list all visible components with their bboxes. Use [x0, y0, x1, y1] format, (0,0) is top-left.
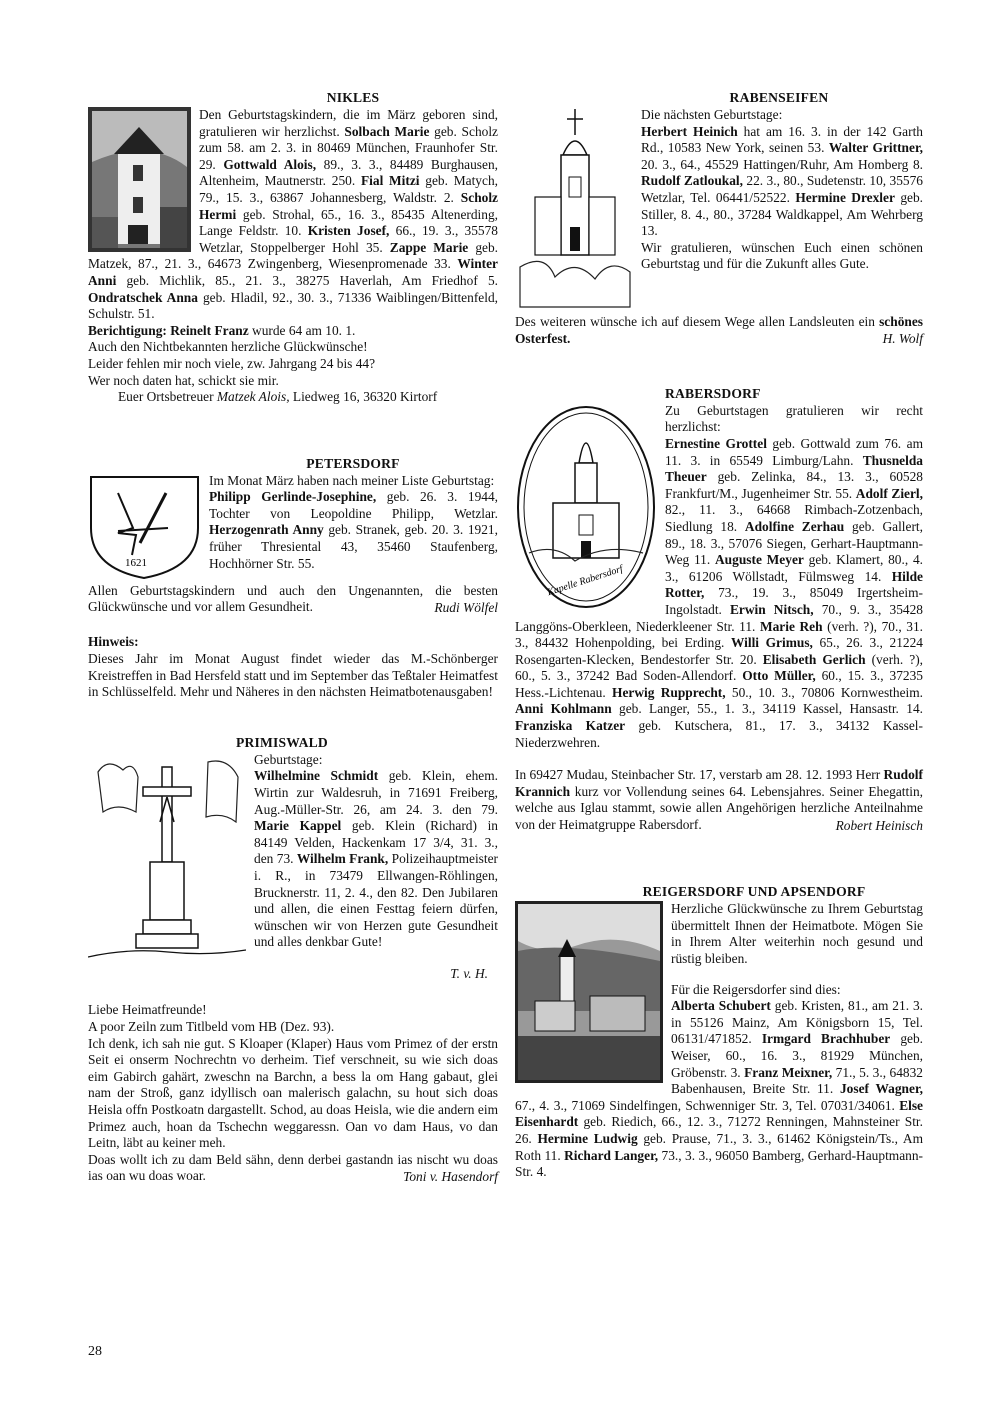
list-intro: Für die Reigersdorfer sind dies: [671, 981, 841, 997]
birthday-details: 20. 3., 64., 45529 Hattingen/Ruhr, Am Homberg 8. [641, 156, 923, 172]
page-number: 28 [88, 1344, 102, 1359]
correction-line: Berichtigung: Reinelt Franz wurde 64 am 10. 1. [88, 322, 356, 338]
birthday-name: Kristen Josef, [307, 223, 390, 239]
signature-line: Euer Ortsbetreuer Matzek Alois, Liedweg 16, 36320 Kirtorf [118, 389, 438, 405]
birthday-name: Irmgard Brachhuber [761, 1031, 891, 1047]
birthday-name: Hilde Rotter, [665, 568, 923, 601]
birthday-name: Herwig Rupprecht, [612, 684, 726, 700]
birthday-details: 73., 3. 3., 96050 Bamberg, Gerhard-Hauptmann-Str. 4. [515, 1147, 923, 1180]
birthday-details: geb. Kutschera, 81., 17. 3., 34132 Kassel-Niederzwehren. [515, 718, 923, 750]
birthday-details: geb. Klein (Richard) in 84149 Velden, Hackenkam 17 3/4, 31. 3., den 73. [254, 818, 498, 867]
birthday-details: geb. Gottwald zum 76. am 11. 3. in 65549 Limburg/Lahn. [665, 435, 923, 468]
note-line: Auch den Nichtbekannten herzliche Glückwünsche! [88, 339, 368, 355]
birthday-name: Wilhelmine Schmidt [254, 768, 379, 784]
birthday-name: Else Eisenhardt [515, 1097, 923, 1130]
birthday-name: Philipp Gerlinde-Josephine, [209, 489, 377, 505]
birthday-details: 82., 11. 3., 64668 Rimbach-Zotzenbach, Siedlung 18. [665, 502, 923, 534]
birthday-details: geb. Stranek, geb. 20. 3. 1921, früher Thresiental 43, 35460 Staufenberg, Hochhörner Str. 55. [209, 522, 498, 571]
letter-closing: Doas wollt ich zu dam Beld sähn, denn derbei gastandn ias nischt wu doas ias oan wu doas woar. [88, 1151, 498, 1184]
birthday-name: Adolf Zierl, [855, 485, 923, 501]
letter-body [88, 1002, 498, 1185]
birthday-details: 89., 3. 3., 84489 Burghausen, Altenheim, Mautnerstr. 250. [199, 156, 498, 189]
hint-text: Dieses Jahr im Monat August findet wieder das M.-Schönberger Kreistreffen in Bad Hersfeld statt und im September das Teßtaler Heimatfest in Schlüsselfeld. Mehr und Näheres in den nächsten Heimatbotenausgaben! [88, 651, 498, 700]
birthday-name: Solbach Marie [344, 123, 430, 139]
intro-text: Die nächsten Geburtstage: [641, 107, 783, 122]
section-rabenseifen [515, 90, 923, 348]
letter-line: A poor Zeiln zum Titlbeld vom HB (Dez. 93). [88, 1019, 335, 1035]
birthday-name: Willi Grimus, [731, 635, 813, 651]
section-title: NIKLES [326, 90, 380, 105]
birthday-name: Zappe Marie [389, 239, 469, 255]
birthday-name: Alberta Schubert [671, 998, 771, 1014]
section-petersdorf [88, 456, 498, 701]
section-title: PETERSDORF [306, 455, 400, 471]
signature: Robert Heinisch [835, 817, 923, 833]
church-photo [88, 107, 191, 252]
birthday-name: Josef Wagner, [839, 1081, 924, 1097]
section-title: PRIMISWALD [236, 734, 328, 750]
birthday-details: geb. Stiller, 8. 4., 80., 37284 Waldkappel, Am Wehrberg 13. [641, 189, 923, 239]
birthday-details: geb. Weiser, 60., 16. 3., 81929 München, Gröbenstr. 3. [671, 1031, 923, 1080]
section-title: RABENSEIFEN [729, 90, 829, 105]
birthday-details: geb. Klamert, 80., 4. 3., 61206 Wöllstadt, Fülmsweg 14. [665, 552, 923, 584]
birthday-details: 73., 19. 3., 85049 Irgertsheim-Ingolstadt. [665, 585, 923, 617]
section-primiswald [88, 735, 498, 983]
birthday-details: Polizeihauptmeister i. R., in 73479 Ellwangen-Röhlingen, Brucknerstr. 11, 2. 4., den 82. Den Jubilaren und allen, die einen Festtag feiern dürfen, wünschen wir von Herzen gute Gesundheit und alles denkbar Gute! [254, 851, 498, 950]
section-title: RABERSDORF [665, 385, 761, 401]
birthday-details: hat am 16. 3. in der 142 Garth Rd., 10583 New York, seinen 53. [641, 123, 923, 156]
birthday-name: Franziska Katzer [515, 718, 626, 734]
wishes-text: Allen Geburtstagskindern und auch den Ungenannten, die besten Glückwünsche und vor allem Gesundheit. [88, 582, 498, 615]
birthday-details: geb. Zelinka, 84., 13. 3., 60528 Frankfurt/M., Jugenheimer Str. 55. [665, 469, 923, 501]
note-line: Wer noch daten hat, schickt sie mir. [88, 372, 279, 388]
left-column [88, 90, 498, 1186]
intro-text: Den Geburtstagskindern, die im März geboren sind, gratulieren wir herzlichst. [199, 107, 498, 139]
birthday-details: geb. Prause, 71., 3. 3., 61462 Königstein/Ts., Am Roth 11. [515, 1130, 923, 1163]
signature: H. Wolf [882, 331, 923, 347]
section-body [88, 752, 498, 983]
birthday-details: geb. Strohal, 65., 16. 3., 85435 Altenerding, Lange Feldstr. 10. [199, 206, 498, 239]
birthday-details: geb. 26. 3. 1944, Tochter von Leopoldine Philipp, Wetzlar. [209, 489, 499, 521]
birthday-details: 50., 10. 3., 70806 Kornwestheim. [725, 684, 924, 700]
birthday-details: (verh. ?), 70., 31. 3., 84432 Hohenpolding, bei Erding. [515, 618, 923, 651]
birthday-name: Winter Anni [88, 256, 498, 288]
coat-of-arms-shield [88, 473, 201, 581]
intro-text: Geburtstage: [254, 751, 323, 767]
signature: Toni v. Hasendorf [403, 1168, 498, 1184]
birthday-name: Richard Langer, [564, 1147, 659, 1163]
section-body [88, 107, 498, 406]
birthday-details: geb. Michlik, 85., 21. 3., 38275 Haverlah, Am Friedhof 5. [116, 272, 498, 288]
birthday-name: Elisabeth Gerlich [762, 651, 866, 667]
birthday-details: 22. 3., 80., Sudetenstr. 10, 35576 Wetzlar, Tel. 06441/52522. [641, 173, 924, 205]
letter-text: Ich denk, ich sah nie gut. S Kloaper (Klaper) Haus vom Primez of der erstn Seit ei onserm Nochrechtn vo derheim. Tief verschneit, su wie sich doas eim Gabirch gahärt, zweschn na Barchn, a bess la om Hang gabaut, glei nam der Stroß, ganz idyllisch oan malerisch galachn, su hout sich doas Heisla offn Postkoatn dargastellt. Schod, au doas Heisla, wie die andern eim Primez auch, hoan da Tschechn weggaressn. Oan vo dam Haus, vo dan Leitn, läbt au keiner meh. [88, 1035, 498, 1151]
chapel-seal-drawing [515, 403, 657, 611]
section-body [515, 107, 923, 348]
signature: T. v. H. [450, 965, 488, 981]
birthday-name: Hermine Drexler [795, 189, 895, 205]
birthday-name: Herbert Heinich [641, 123, 738, 139]
right-column [515, 90, 923, 1181]
birthday-details: geb. Kristen, 81., am 21. 3. in 55126 Mainz, Am Königsborn 15, Tel. 06131/471852. [671, 998, 923, 1047]
svg-text:Kapelle Rabersdorf: Kapelle Rabersdorf [546, 563, 625, 599]
easter-wishes: Des weiteren wünsche ich auf diesem Wege allen Landsleuten ein schönes Osterfest. [515, 314, 923, 346]
birthday-name: Anni Kohlmann [515, 701, 612, 717]
birthday-details: 66., 19. 3., 35578 Wetzlar, Stoppelberger Hohl 35. [199, 223, 498, 255]
birthday-name: Fial Mitzi [360, 173, 420, 189]
birthday-name: Marie Kappel [254, 818, 342, 834]
birthday-name: Ondratschek Anna [88, 289, 198, 305]
section-body [88, 473, 498, 701]
wishes-text: Wir gratulieren, wünschen Euch einen schönen Geburtstag und für die Zukunft alles Gute. [641, 239, 923, 272]
birthday-name: Rudolf Zatloukal, [641, 173, 744, 189]
birthday-details: geb. Scholz zum 58. am 2. 3. in 80469 München, Fraunhofer Str. 29. [199, 123, 498, 172]
section-body [515, 901, 923, 1181]
section-letter [88, 1002, 498, 1185]
birthday-name: Thusnelda Theuer [665, 452, 923, 485]
birthday-details: geb. Matzek, 87., 21. 3., 64673 Zwingenberg, Wiesenpromenade 33. [88, 239, 498, 272]
birthday-details: geb. Gallert, 89., 18. 3., 57076 Siegen, Gerhart-Hauptmann-Weg 11. [665, 518, 923, 568]
section-body [515, 403, 923, 834]
svg-text:1621: 1621 [125, 556, 147, 569]
letter-greeting: Liebe Heimatfreunde! [88, 1002, 207, 1018]
section-title: REIGERSDORF UND APSENDORF [642, 884, 866, 900]
birthday-details: geb. Riedich, 66., 12. 3., 71272 Renningen, Mahnsteiner Str. 26. [515, 1114, 923, 1146]
birthday-details: geb. Langer, 55., 1. 3., 34119 Kassel, Hansastr. 14. [611, 701, 923, 717]
birthday-name: Otto Müller, [742, 668, 816, 684]
wayside-cross-drawing [88, 752, 246, 964]
birthday-name: Ernestine Grottel [665, 435, 767, 451]
birthday-details: 67., 4. 3., 71069 Sindelfingen, Schwenniger Str. 3, Tel. 07031/34061. [515, 1097, 900, 1113]
birthday-details: 60., 15. 3., 37235 Hess.-Lichtenau. [515, 668, 923, 700]
birthday-details: (verh. ?), 60., 5. 3., 37242 Bad Soden-Allendorf. [515, 651, 924, 684]
birthday-details: 65., 26. 3., 21224 Rosengarten-Klecken, Bendestorfer Str. 20. [515, 635, 923, 667]
obituary-text: In 69427 Mudau, Steinbacher Str. 17, verstarb am 28. 12. 1993 Herr Rudolf Krannich kurz vor Vollendung seines 64. Lebensjahres. Seiner Ehegattin, welche aus Iglau stammt, sowie allen Angehörigen herzliche Anteilnahme von der Heimatgruppe Rabersdorf. [515, 767, 923, 833]
section-rabersdorf [515, 386, 923, 834]
birthday-name: Walter Grittner, [828, 140, 923, 156]
birthday-name: Scholz Hermi [199, 189, 498, 222]
hint-title: Hinweis: [88, 634, 139, 650]
section-reigersdorf [515, 884, 923, 1181]
birthday-details: 71., 5. 3., 64832 Babenhausen, Breite Str. 11. [671, 1064, 923, 1097]
birthday-name: Auguste Meyer [715, 552, 804, 568]
intro-text: Im Monat März haben nach meiner Liste Geburtstag: [209, 472, 495, 488]
church-drawing [515, 107, 633, 312]
intro-text: Zu Geburtstagen gratulieren wir recht herzlichst: [665, 402, 923, 435]
birthday-name: Wilhelm Frank, [296, 851, 389, 867]
signature: Rudi Wölfel [434, 599, 498, 615]
birthday-name: Erwin Nitsch, [730, 601, 814, 617]
village-photo [515, 901, 663, 1083]
intro-text: Herzliche Glückwünsche zu Ihrem Geburtstag übermittelt Ihnen der Heimatbote. Mögen Sie in Ihrem Alter weiterhin noch gesund und rüstig bleiben. [671, 901, 923, 966]
birthday-name: Hermine Ludwig [537, 1130, 638, 1146]
birthday-details: geb. Klein, ehem. Wirtin zur Waldesruh, in 71691 Freiberg, Aug.-Müller-Str. 26, am 24. 3. den 79. [254, 768, 498, 817]
birthday-details: 70., 9. 3., 35428 Langgöns-Oberkleen, Niederkleener Str. 11. [515, 601, 923, 634]
section-nikles [88, 90, 498, 406]
birthday-name: Franz Meixner, [744, 1064, 833, 1080]
birthday-name: Herzogenrath Anny [209, 522, 324, 538]
note-line: Leider fehlen mir noch viele, zw. Jahrgang 24 bis 44? [88, 355, 376, 371]
birthday-name: Marie Reh [759, 618, 823, 634]
birthday-name: Adolfine Zerhau [744, 518, 845, 534]
birthday-details: geb. Hladil, 92., 30. 3., 71336 Waiblingen/Bittenfeld, Schulstr. 51. [88, 289, 498, 322]
birthday-details: geb. Matych, 79., 15. 3., 63867 Johannesberg, Waldstr. 2. [199, 173, 498, 205]
birthday-name: Gottwald Alois, [223, 156, 317, 172]
